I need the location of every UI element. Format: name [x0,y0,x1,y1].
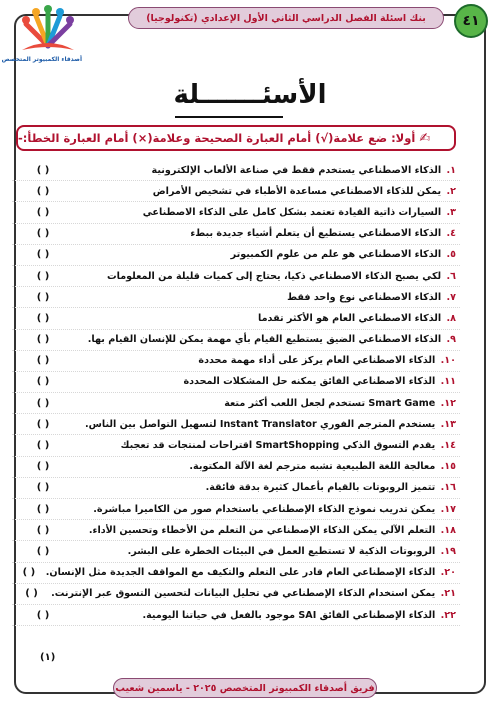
question-text-wrap [74,610,460,621]
pen-icon: ✍ [419,130,431,146]
answer-blank[interactable]: ( ) [36,206,50,218]
question-item [12,266,460,287]
question-text: الروبوتات الذكية لا تستطيع العمل في البيئات الخطرة على البشر. [127,545,436,557]
footer-banner-text: فريق أصدقاء الكمبيوتر المتخصص ٢٠٢٥ - ياسمين شعيب [115,682,375,694]
team-logo [1,6,82,72]
answer-blank[interactable]: ( ) [25,588,38,600]
question-text-wrap [74,398,460,409]
question-number: ٩. [446,334,456,346]
question-text: يستخدم المترجم الفوري Instant Translator لتسهيل التواصل بين الناس. [85,418,436,430]
answer-blank[interactable]: ( ) [36,185,50,197]
page-badge-number: ٤١ [462,13,480,29]
question-text-wrap [74,419,460,430]
question-text-wrap [51,588,460,599]
question-number: ١٤. [440,440,456,452]
question-text-wrap [74,546,460,557]
answer-blank[interactable]: ( ) [36,164,50,176]
question-item [12,351,460,372]
question-text: يقدم التسوق الذكي SmartShopping اقتراحات لمنتجات قد تعجبك [120,440,436,452]
question-text-wrap [74,504,460,515]
question-number: ١٣. [440,418,456,430]
question-text-wrap [74,355,460,366]
question-text: معالجة اللغة الطبيعية تشبه مترجم لغة الآلة المكتوبة. [189,461,436,473]
question-text: يمكن للذكاء الاصطناعي مساعدة الأطباء في تشخيص الأمراض [152,185,442,197]
answer-blank[interactable]: ( ) [36,397,50,409]
question-item [12,499,460,520]
page-title: الأسئـــــــلة [173,80,327,110]
question-item [12,160,460,181]
question-text: الذكاء الاصطناعي العام يركز على أداء مهمة محددة [198,355,436,367]
answer-blank[interactable]: ( ) [36,503,50,515]
question-number: ٢. [446,185,456,197]
question-text-wrap [74,292,460,303]
answer-blank[interactable]: ( ) [36,545,50,557]
question-number: ٦. [446,270,456,282]
answer-blank[interactable]: ( ) [36,524,50,536]
answer-blank[interactable]: ( ) [36,440,50,452]
question-number: ١. [446,164,456,176]
question-text: الذكاء الاصطناعي يستطيع أن يتعلم أشياء جديدة ببطء [190,228,442,240]
question-number: ٤. [446,228,456,240]
answer-blank[interactable]: ( ) [36,249,50,261]
question-text: الذكاء الإصطناعي الفائق SAI موجود بالفعل في حياتنا اليومية. [142,609,436,621]
question-text: يمكن استخدام الذكاء الإصطناعي في تحليل البيانات لتحسين التسوق عبر الإنترنت. [51,588,436,600]
answer-blank[interactable]: ( ) [22,567,36,579]
question-number: ٢٢. [440,609,456,621]
question-text-wrap [74,249,460,260]
question-text-wrap [74,525,460,536]
question-number: ١٧. [440,503,456,515]
question-text: Smart Game تستخدم لجعل اللعب أكثر متعة [224,397,436,409]
question-text: الذكاء الاصطناعي هو علم من علوم الكمبيوتر [230,249,442,261]
question-text-wrap [74,376,460,387]
question-number: ٢١. [440,588,456,600]
section-heading [16,125,456,151]
question-number: ٧. [446,291,456,303]
question-item [12,584,460,605]
question-text: الذكاء الإصطناعي العام قادر على التعلم والتكيف مع المواقف الجديدة مثل الإنسان. [45,567,436,579]
question-text: الذكاء الاصطناعي يستخدم فقط في صناعة الألعاب الإلكترونية [151,164,442,176]
question-text-wrap [74,271,460,282]
answer-blank[interactable]: ( ) [36,270,50,282]
question-item [12,372,460,393]
question-item [12,520,460,541]
question-text: الذكاء الاصطناعي العام هو الأكثر تقدما [258,312,442,324]
question-item [12,478,460,499]
title-underline [175,116,283,118]
question-item [12,202,460,223]
question-number: ٥. [446,249,456,261]
question-text: تتميز الروبوتات بالقيام بأعمال كثيرة بدقة فائقة. [205,482,436,494]
answer-blank[interactable]: ( ) [36,482,50,494]
question-text: الذكاء الاصطناعي نوع واحد فقط [287,291,442,303]
question-number: ١١. [440,376,456,388]
question-text: الذكاء الاصطناعي الفائق يمكنه حل المشكلات المحددة [183,376,436,388]
question-text-wrap [74,313,460,324]
title-area [0,80,500,110]
header-banner [128,7,444,29]
question-text: التعلم الآلي يمكن الذكاء الإصطناعي من التعلم من الأخطاء وتحسين الأداء. [88,524,436,536]
footer-banner [113,678,377,698]
answer-blank[interactable]: ( ) [36,355,50,367]
question-text-wrap [74,334,460,345]
question-text-wrap [74,440,460,451]
question-item [12,563,460,584]
question-item [12,393,460,414]
answer-blank[interactable]: ( ) [36,376,50,388]
questions-list [12,160,460,626]
question-number: ١٢. [440,397,456,409]
question-number: ١٦. [440,482,456,494]
question-text-wrap [74,207,460,218]
question-item [12,330,460,351]
question-item [12,414,460,435]
page-number: (١) [40,652,56,663]
question-number: ٣. [446,206,456,218]
question-number: ١٠. [440,355,456,367]
question-item [12,541,460,562]
question-item [12,605,460,626]
logo-text: أصدقاء الكمبيوتر المتخصص [1,56,82,63]
question-item [12,308,460,329]
answer-blank[interactable]: ( ) [36,609,50,621]
question-text-wrap [74,482,460,493]
answer-blank[interactable]: ( ) [36,418,50,430]
header-banner-text: بنك اسئلة الفصل الدراسي الثاني الأول الإعدادي (تكنولوجيا) [146,12,426,24]
question-text-wrap [74,165,460,176]
answer-blank[interactable]: ( ) [36,461,50,473]
question-text: الذكاء الاصطناعي الضيق يستطيع القيام بأي مهمة يمكن للإنسان القيام بها. [87,334,442,346]
question-text: يمكن تدريب نموذج الذكاء الإصطناعي باستخدام صور من الكاميرا مباشرة. [93,503,436,515]
question-text-wrap [74,228,460,239]
question-text: لكي يصبح الذكاء الاصطناعي ذكيا، يحتاج إلى كميات قليلة من المعلومات [106,270,442,282]
answer-blank[interactable]: ( ) [36,291,50,303]
answer-blank[interactable]: ( ) [36,334,50,346]
question-number: ١٨. [440,524,456,536]
question-number: ٨. [446,312,456,324]
question-item [12,224,460,245]
answer-blank[interactable]: ( ) [36,228,50,240]
section-title: أولا: ضع علامة(√) أمام العبارة الصحيحة وعلامة(×) أمام العبارة الخطأ:- [18,131,416,145]
question-item [12,457,460,478]
question-number: ١٩. [440,545,456,557]
page-badge [454,4,488,38]
question-text-wrap [74,461,460,472]
question-text-wrap [46,567,460,578]
answer-blank[interactable]: ( ) [36,312,50,324]
question-item [12,181,460,202]
question-number: ٢٠. [440,567,456,579]
question-item [12,435,460,456]
question-text-wrap [74,186,460,197]
question-item [12,287,460,308]
question-item [12,245,460,266]
question-number: ١٥. [440,461,456,473]
question-text: السيارات ذاتية القيادة تعتمد بشكل كامل على الذكاء الاصطناعي [142,206,442,218]
